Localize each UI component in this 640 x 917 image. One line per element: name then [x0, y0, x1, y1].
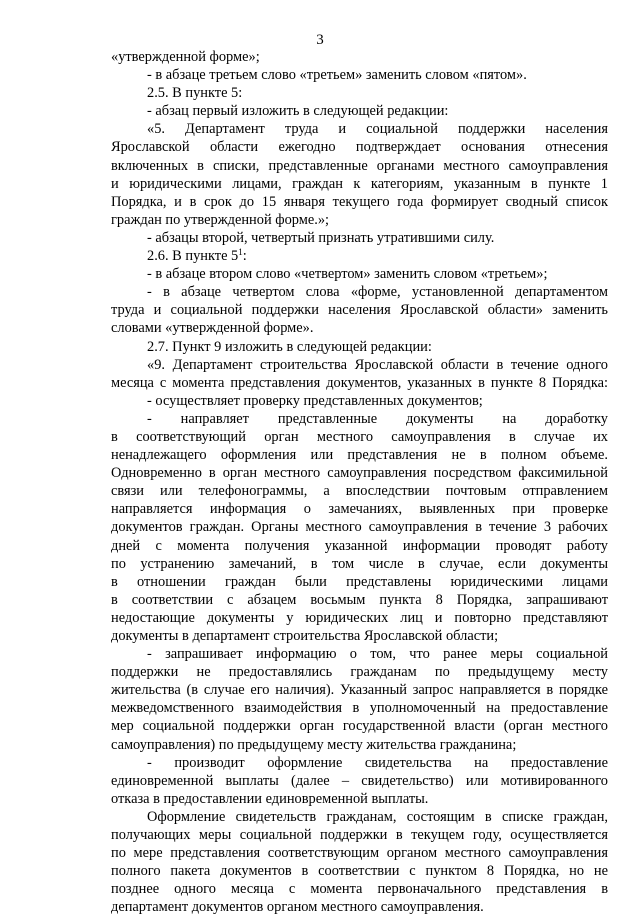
text-line-content: - осуществляет проверку представленных документов; [147, 392, 483, 409]
text-line [111, 573, 608, 591]
document-body [111, 48, 608, 917]
text-line-content: полного пакета документов в соответствии с пунктом 8 Порядка, но не [111, 863, 608, 880]
text-line [111, 211, 608, 229]
text-line [111, 193, 608, 211]
text-line-content: - производит оформление свидетельства на предоставление [147, 754, 608, 771]
page-number: 3 [316, 32, 324, 48]
text-line [111, 790, 608, 808]
text-line [111, 464, 608, 482]
text-line [111, 120, 608, 138]
text-line [111, 283, 608, 301]
text-line-content: в соответствующий орган местного самоуправления в случае их [111, 428, 608, 445]
text-line-content: Одновременно в орган местного самоуправления посредством факсимильной [111, 465, 608, 482]
text-line-content: позднее одного месяца с момента первоначального представления в [111, 881, 608, 898]
text-line [111, 392, 608, 410]
text-line [111, 338, 608, 356]
text-line-content: «5. Департамент труда и социальной поддержки населения [147, 121, 608, 138]
text-line [111, 84, 608, 102]
text-line-content: самоуправления) по предыдущему месту жительства гражданина; [111, 736, 517, 753]
text-line [111, 754, 608, 772]
text-line-content: - в абзаце втором слово «четвертом» заменить словом «третьем»; [147, 266, 548, 283]
text-line-content: ненадлежащего оформления или представления не в полном объеме. [111, 447, 608, 464]
text-line-content: поддержки не предоставлялись гражданам по предыдущему месту [111, 664, 608, 681]
text-line-content: по устранению замечаний, в том числе в случае, если документы [111, 555, 608, 572]
text-line [111, 319, 608, 337]
text-line-content: включенных в списки, представленные органами местного самоуправления [111, 157, 608, 174]
text-line-content: - запрашивает информацию о том, что ранее меры социальной [147, 646, 608, 663]
text-line [111, 157, 608, 175]
text-line-content: и юридическими лицами, граждан к категориям, указанным в пункте 1 [111, 175, 608, 192]
text-line [111, 138, 608, 156]
superscript: 1 [238, 247, 243, 258]
text-line-content: граждан по утвержденной форме.»; [111, 211, 330, 228]
text-line-content: - абзац первый изложить в следующей редакции: [147, 103, 449, 120]
text-line-content: Порядка, и в срок до 15 января текущего года формирует сводный список [111, 193, 608, 210]
text-line [111, 880, 608, 898]
text-line-content: «9. Департамент строительства Ярославской области в течение одного [147, 356, 608, 373]
text-line-content: получающих меры социальной поддержки в текущем году, осуществляется [111, 827, 608, 844]
text-line [111, 374, 608, 392]
text-line [111, 808, 608, 826]
text-line [111, 500, 608, 518]
text-line [111, 410, 608, 428]
text-line-content: - в абзаце третьем слово «третьем» заменить словом «пятом». [147, 67, 527, 84]
text-line-content: жительства (в случае его наличия). Указанный запрос направляется в порядке [111, 682, 608, 699]
text-line [111, 301, 608, 319]
text-line-content: словами «утвержденной форме». [111, 320, 314, 337]
text-line [111, 898, 608, 916]
text-line-content: документов граждан. Органы местного самоуправления в течение 3 рабочих [111, 519, 608, 536]
text-line-content: отказа в предоставлении единовременной выплаты. [111, 790, 429, 807]
text-line [111, 862, 608, 880]
text-line-content: - в абзаце четвертом слова «форме, установленной департаментом [147, 284, 608, 301]
text-line-content: направляется информация о замечаниях, выявленных при проверке [111, 501, 608, 518]
text-line [111, 428, 608, 446]
text-line-content: месяца с момента представления документов, указанных в пункте 8 Порядка: [111, 374, 608, 391]
text-line [111, 518, 608, 536]
text-line [111, 681, 608, 699]
text-line [111, 717, 608, 735]
text-line-content: по мере представления соответствующим органом местного самоуправления [111, 845, 608, 862]
text-line [111, 229, 608, 247]
text-line-content: 2.5. В пункте 5: [147, 85, 243, 102]
text-line [111, 555, 608, 573]
text-line-content: Оформление свидетельств гражданам, состоящим в списке граждан, [147, 808, 608, 825]
text-line [111, 537, 608, 555]
text-line [111, 772, 608, 790]
text-line [111, 48, 608, 66]
text-line-content: департамент документов органом местного самоуправления. [111, 899, 484, 916]
text-line-content: 2.7. Пункт 9 изложить в следующей редакции: [147, 338, 432, 355]
text-line-content: недостающие документы у юридических лиц и повторно представляют [111, 609, 608, 626]
text-line [111, 247, 608, 265]
text-line [111, 446, 608, 464]
text-line [111, 736, 608, 754]
text-line-content: 2.6. В пункте 5 [147, 248, 239, 265]
text-line [111, 645, 608, 663]
text-line-content: Ярославской области ежегодно подтверждает основания отнесения [111, 139, 608, 156]
text-line [111, 66, 608, 84]
text-line [111, 102, 608, 120]
text-line [111, 265, 608, 283]
text-line [111, 356, 608, 374]
text-line-content: в соответствии с абзацем восьмым пункта 8 Порядка, запрашивают [111, 591, 608, 608]
text-line-content: единовременной выплаты (далее – свидетельство) или мотивированного [111, 772, 608, 789]
text-line-content: межведомственного взаимодействия в уполномоченный на предоставление [111, 700, 608, 717]
text-line [111, 699, 608, 717]
text-line-content: связи или телефонограммы, а впоследствии почтовым отправлением [111, 483, 608, 500]
text-line-content: - абзацы второй, четвертый признать утратившими силу. [147, 229, 495, 246]
text-line [111, 663, 608, 681]
text-line-content: «утвержденной форме»; [111, 49, 260, 65]
text-line-content: в отношении граждан были представлены юридическими лицами [111, 573, 608, 590]
text-line [111, 175, 608, 193]
text-line-content: - направляет представленные документы на доработку [147, 410, 608, 427]
text-line-suffix: : [242, 248, 247, 265]
text-line [111, 609, 608, 627]
text-line [111, 826, 608, 844]
text-line-content: дней с момента получения указанной информации проводят работу [111, 537, 608, 554]
text-line-content: мер социальной поддержки орган государственной власти (орган местного [111, 718, 608, 735]
text-line [111, 482, 608, 500]
text-line-content: документы в департамент строительства Ярославской области; [111, 628, 499, 644]
text-line [111, 591, 608, 609]
text-line-content: труда и социальной поддержки населения Ярославской области» заменить [111, 302, 608, 319]
text-line [111, 627, 608, 645]
text-line [111, 844, 608, 862]
